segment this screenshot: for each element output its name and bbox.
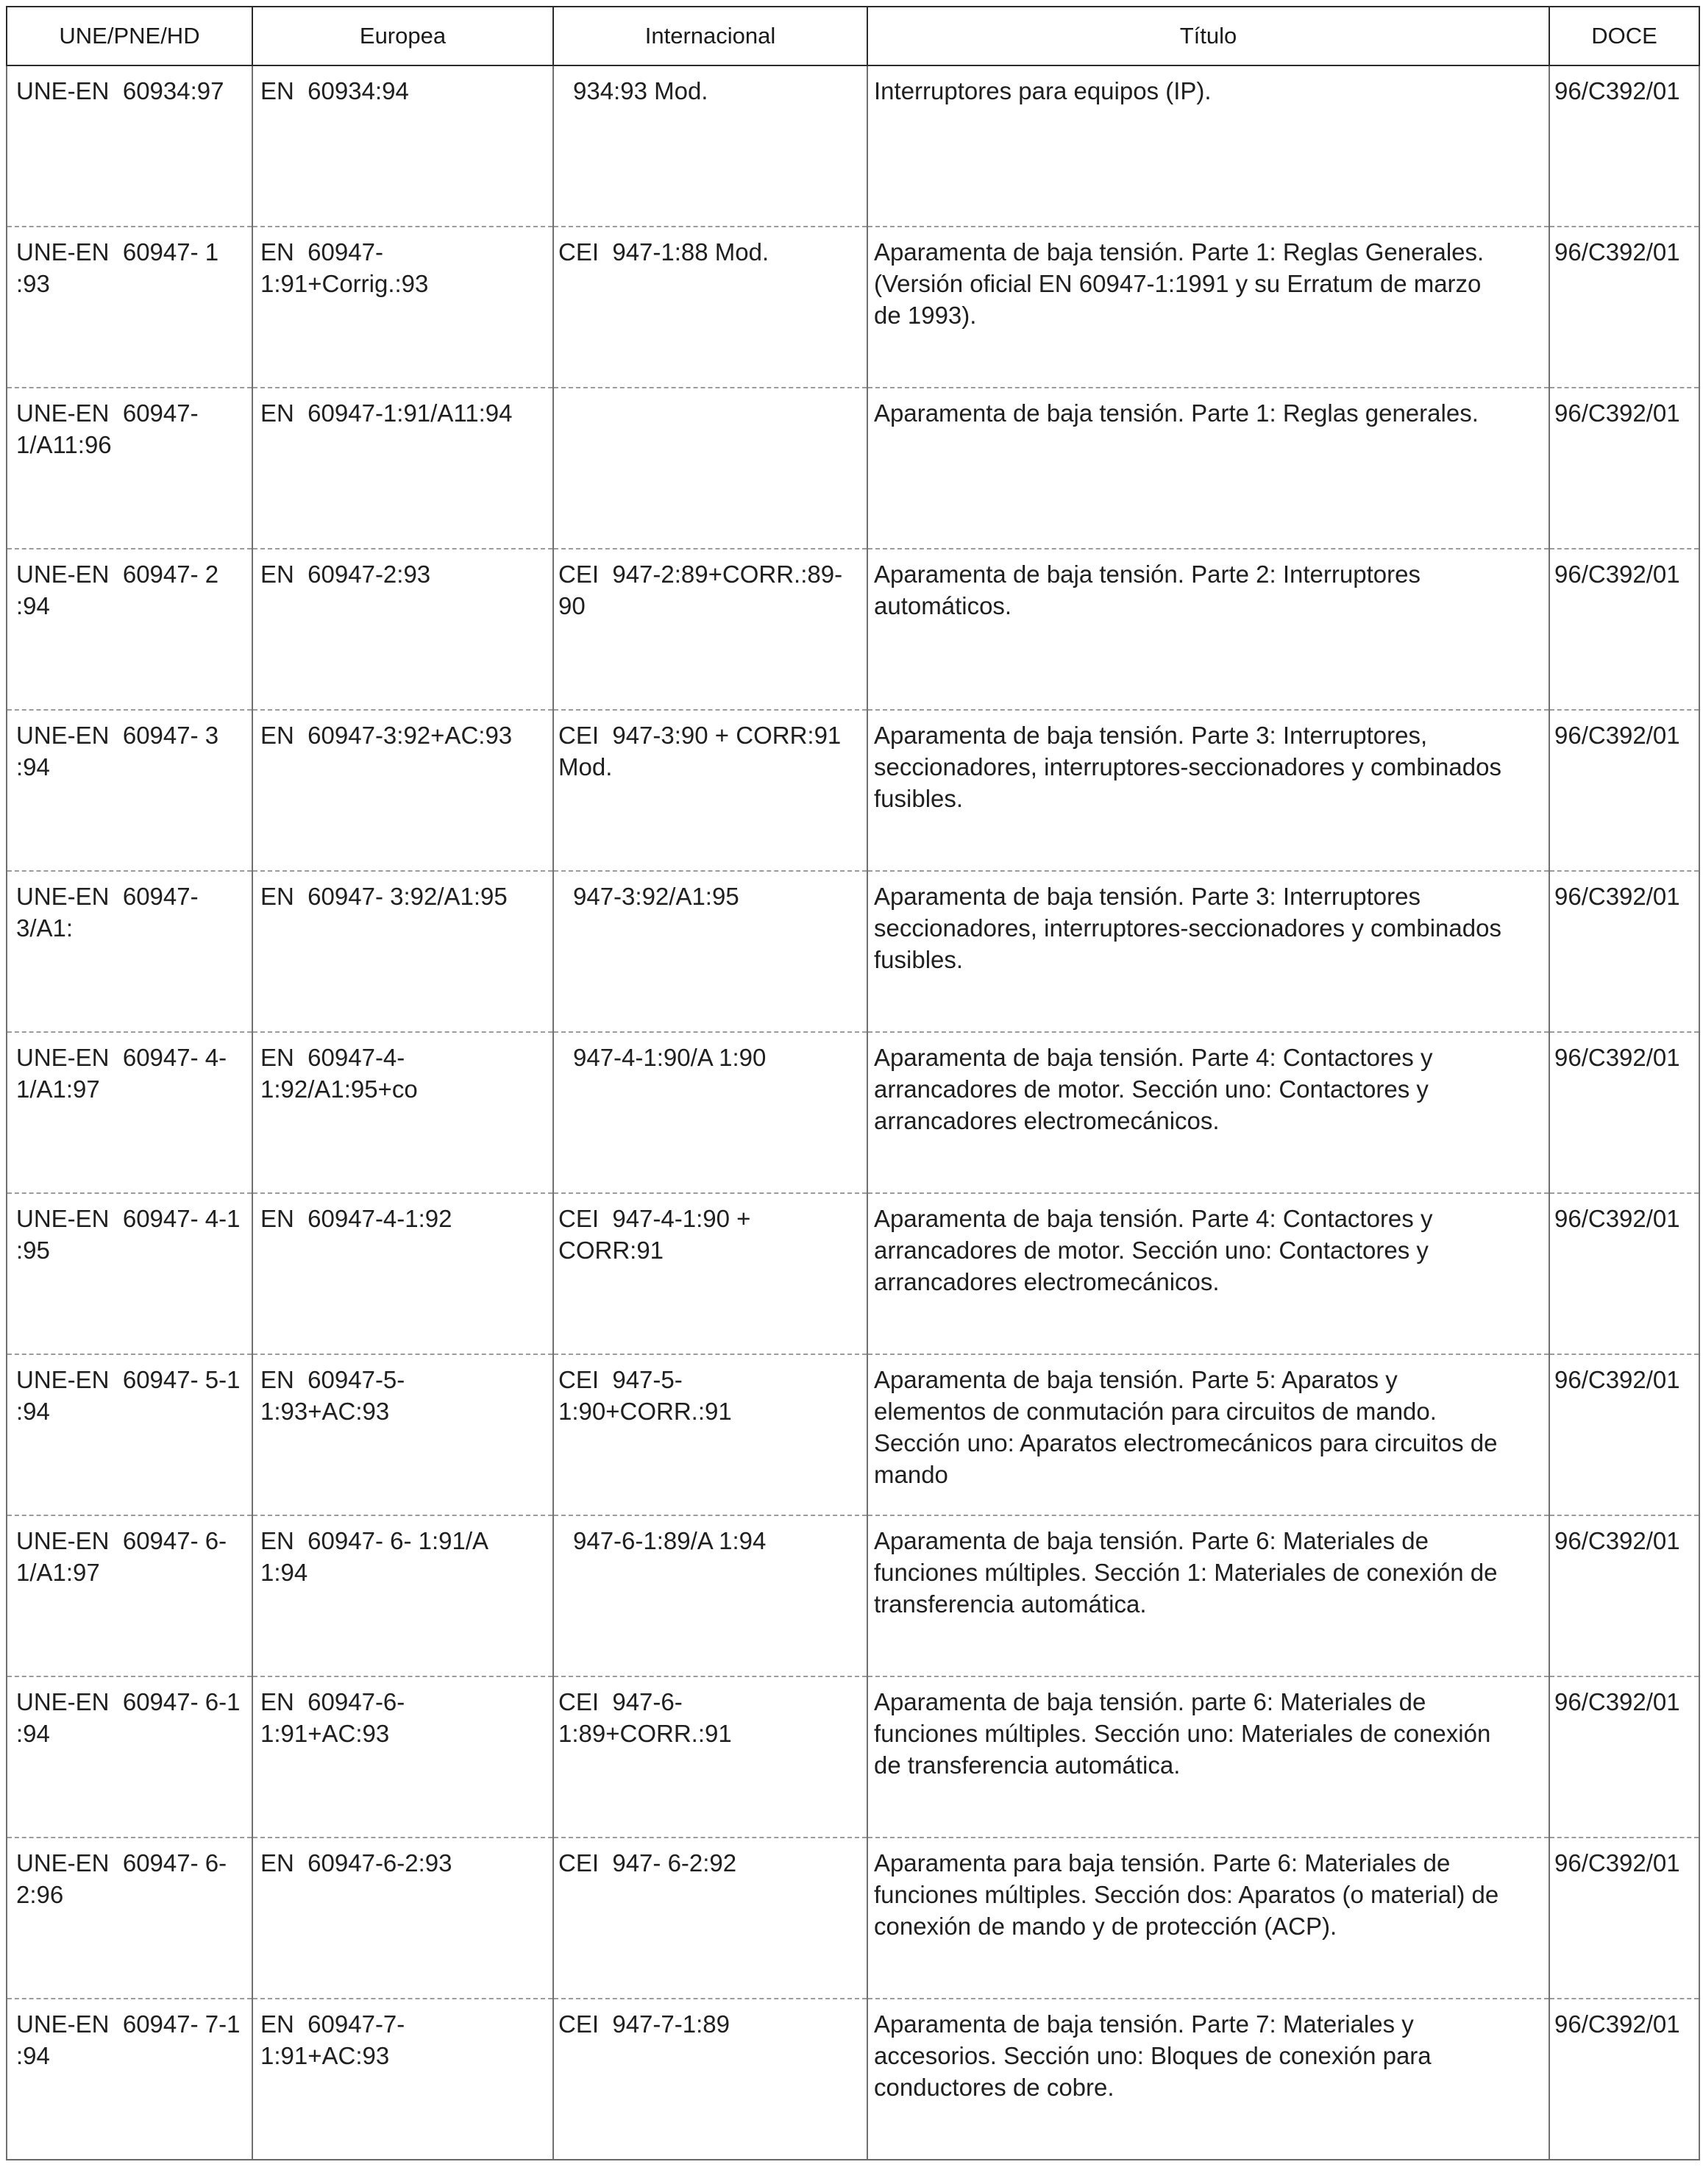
cell-internacional: CEI 947-4-1:90 + CORR:91 bbox=[553, 1193, 867, 1354]
table-row bbox=[7, 1515, 1699, 1676]
cell-titulo: Interruptores para equipos (IP). bbox=[867, 65, 1549, 227]
cell-europea: EN 60947-6- 1:91+AC:93 bbox=[252, 1676, 553, 1838]
header-doce: DOCE bbox=[1549, 7, 1699, 65]
cell-doce: 96/C392/01 bbox=[1549, 549, 1699, 710]
header-internacional: Internacional bbox=[553, 7, 867, 65]
cell-doce: 96/C392/01 bbox=[1549, 1193, 1699, 1354]
cell-internacional: CEI 947-1:88 Mod. bbox=[553, 227, 867, 388]
cell-internacional: CEI 947-6- 1:89+CORR.:91 bbox=[553, 1676, 867, 1838]
table-row bbox=[7, 65, 1699, 227]
cell-une: UNE-EN 60947- 6- 2:96 bbox=[7, 1838, 252, 1999]
cell-europea: EN 60947- 6- 1:91/A 1:94 bbox=[252, 1515, 553, 1676]
cell-internacional: 947-6-1:89/A 1:94 bbox=[553, 1515, 867, 1676]
cell-doce: 96/C392/01 bbox=[1549, 65, 1699, 227]
cell-une: UNE-EN 60947- 6- 1/A1:97 bbox=[7, 1515, 252, 1676]
cell-doce: 96/C392/01 bbox=[1549, 388, 1699, 549]
cell-europea: EN 60947-1:91/A11:94 bbox=[252, 388, 553, 549]
cell-europea: EN 60947-6-2:93 bbox=[252, 1838, 553, 1999]
cell-titulo: Aparamenta de baja tensión. Parte 7: Materiales y accesorios. Sección uno: Bloques de conexión para conductores de cobre. bbox=[867, 1999, 1549, 2160]
cell-une: UNE-EN 60947- 3/A1: bbox=[7, 871, 252, 1032]
cell-titulo: Aparamenta de baja tensión. Parte 3: Interruptores seccionadores, interruptores-seccionadores y combinados fusibles. bbox=[867, 871, 1549, 1032]
cell-titulo: Aparamenta de baja tensión. Parte 1: Reglas generales. bbox=[867, 388, 1549, 549]
table-row bbox=[7, 1193, 1699, 1354]
cell-doce: 96/C392/01 bbox=[1549, 871, 1699, 1032]
cell-europea: EN 60947- 3:92/A1:95 bbox=[252, 871, 553, 1032]
table-row bbox=[7, 1354, 1699, 1515]
cell-titulo: Aparamenta de baja tensión. Parte 3: Interruptores, seccionadores, interruptores-seccionadores y combinados fusibles. bbox=[867, 710, 1549, 871]
cell-titulo: Aparamenta de baja tensión. Parte 2: Interruptores automáticos. bbox=[867, 549, 1549, 710]
table-row bbox=[7, 549, 1699, 710]
cell-doce: 96/C392/01 bbox=[1549, 710, 1699, 871]
table-header-row bbox=[7, 7, 1699, 65]
cell-titulo: Aparamenta de baja tensión. Parte 4: Contactores y arrancadores de motor. Sección uno: Contactores y arrancadores electromecánicos. bbox=[867, 1032, 1549, 1193]
cell-titulo: Aparamenta para baja tensión. Parte 6: Materiales de funciones múltiples. Sección dos: Aparatos (o material) de conexión de mando y de protección (ACP). bbox=[867, 1838, 1549, 1999]
cell-titulo: Aparamenta de baja tensión. Parte 5: Aparatos y elementos de conmutación para circuitos de mando. Sección uno: Aparatos electromecánicos para circuitos de mando bbox=[867, 1354, 1549, 1515]
cell-doce: 96/C392/01 bbox=[1549, 1838, 1699, 1999]
cell-europea: EN 60947-3:92+AC:93 bbox=[252, 710, 553, 871]
cell-titulo: Aparamenta de baja tensión. parte 6: Materiales de funciones múltiples. Sección uno: Materiales de conexión de transferencia automática. bbox=[867, 1676, 1549, 1838]
cell-internacional: CEI 947- 6-2:92 bbox=[553, 1838, 867, 1999]
cell-internacional: 947-3:92/A1:95 bbox=[553, 871, 867, 1032]
cell-une: UNE-EN 60947- 1 :93 bbox=[7, 227, 252, 388]
cell-doce: 96/C392/01 bbox=[1549, 1676, 1699, 1838]
cell-europea: EN 60947-5- 1:93+AC:93 bbox=[252, 1354, 553, 1515]
cell-une: UNE-EN 60947- 6-1 :94 bbox=[7, 1676, 252, 1838]
cell-titulo: Aparamenta de baja tensión. Parte 6: Materiales de funciones múltiples. Sección 1: Materiales de conexión de transferencia automática. bbox=[867, 1515, 1549, 1676]
cell-titulo: Aparamenta de baja tensión. Parte 4: Contactores y arrancadores de motor. Sección uno: Contactores y arrancadores electromecánicos. bbox=[867, 1193, 1549, 1354]
table-row bbox=[7, 710, 1699, 871]
cell-internacional: CEI 947-3:90 + CORR:91 Mod. bbox=[553, 710, 867, 871]
cell-doce: 96/C392/01 bbox=[1549, 1515, 1699, 1676]
cell-europea: EN 60947-4-1:92 bbox=[252, 1193, 553, 1354]
cell-internacional: CEI 947-2:89+CORR.:89- 90 bbox=[553, 549, 867, 710]
cell-internacional: 947-4-1:90/A 1:90 bbox=[553, 1032, 867, 1193]
document-page bbox=[6, 6, 1699, 2160]
standards-table bbox=[6, 6, 1700, 2160]
table-row bbox=[7, 1838, 1699, 1999]
cell-europea: EN 60934:94 bbox=[252, 65, 553, 227]
cell-doce: 96/C392/01 bbox=[1549, 1999, 1699, 2160]
cell-une: UNE-EN 60947- 4-1 :95 bbox=[7, 1193, 252, 1354]
table-row bbox=[7, 227, 1699, 388]
table-row bbox=[7, 1999, 1699, 2160]
cell-une: UNE-EN 60947- 2 :94 bbox=[7, 549, 252, 710]
cell-doce: 96/C392/01 bbox=[1549, 1032, 1699, 1193]
cell-internacional: 934:93 Mod. bbox=[553, 65, 867, 227]
header-titulo: Título bbox=[867, 7, 1549, 65]
cell-doce: 96/C392/01 bbox=[1549, 1354, 1699, 1515]
table-row bbox=[7, 1676, 1699, 1838]
cell-une: UNE-EN 60947- 7-1 :94 bbox=[7, 1999, 252, 2160]
cell-une: UNE-EN 60934:97 bbox=[7, 65, 252, 227]
cell-europea: EN 60947-7- 1:91+AC:93 bbox=[252, 1999, 553, 2160]
cell-internacional bbox=[553, 388, 867, 549]
cell-titulo: Aparamenta de baja tensión. Parte 1: Reglas Generales. (Versión oficial EN 60947-1:1991 y su Erratum de marzo de 1993). bbox=[867, 227, 1549, 388]
cell-une: UNE-EN 60947- 4- 1/A1:97 bbox=[7, 1032, 252, 1193]
table-row bbox=[7, 871, 1699, 1032]
cell-une: UNE-EN 60947- 1/A11:96 bbox=[7, 388, 252, 549]
cell-europea: EN 60947-4- 1:92/A1:95+co bbox=[252, 1032, 553, 1193]
cell-europea: EN 60947-2:93 bbox=[252, 549, 553, 710]
table-row bbox=[7, 388, 1699, 549]
cell-internacional: CEI 947-5- 1:90+CORR.:91 bbox=[553, 1354, 867, 1515]
table-row bbox=[7, 1032, 1699, 1193]
header-une-pne-hd: UNE/PNE/HD bbox=[7, 7, 252, 65]
cell-europea: EN 60947- 1:91+Corrig.:93 bbox=[252, 227, 553, 388]
cell-une: UNE-EN 60947- 5-1 :94 bbox=[7, 1354, 252, 1515]
cell-une: UNE-EN 60947- 3 :94 bbox=[7, 710, 252, 871]
cell-internacional: CEI 947-7-1:89 bbox=[553, 1999, 867, 2160]
cell-doce: 96/C392/01 bbox=[1549, 227, 1699, 388]
header-europea: Europea bbox=[252, 7, 553, 65]
